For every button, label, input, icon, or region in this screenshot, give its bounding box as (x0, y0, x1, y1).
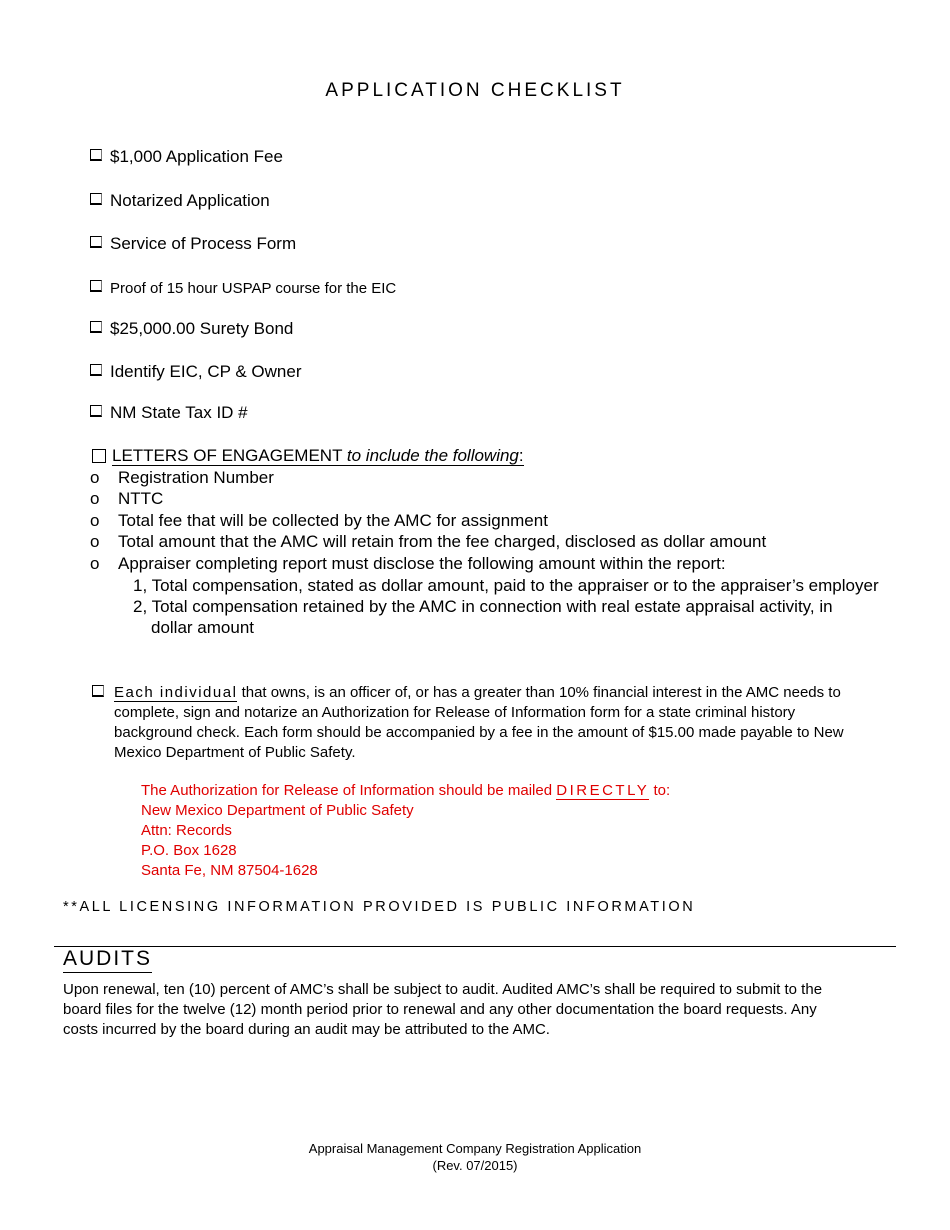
checkbox-icon[interactable] (92, 449, 106, 463)
sub-item-compensation-retained: 2, Total compensation retained by the AMC in connection with real estate appraisal activity, in (133, 597, 833, 616)
mailing-intro: The Authorization for Release of Information should be mailed (141, 782, 557, 799)
checklist-label: $25,000.00 Surety Bond (110, 319, 294, 338)
loe-heading-text: LETTERS OF ENGAGEMENT (112, 446, 347, 465)
checkbox-icon[interactable] (90, 280, 102, 292)
checklist-item-service-of-process (90, 234, 296, 254)
address-line: Attn: Records (141, 822, 232, 839)
checklist-item-application-fee (90, 147, 283, 167)
individual-line: that owns, is an officer of, or has a greater than 10% financial interest in the AMC needs to (237, 684, 841, 701)
checklist-item-surety-bond (90, 319, 293, 339)
individual-line: background check. Each form should be accompanied by a fee in the amount of $15.00 made payable to New (114, 724, 844, 741)
section-divider (54, 946, 896, 947)
bullet-text: Total fee that will be collected by the AMC for assignment (118, 511, 548, 530)
footer-revision: (Rev. 07/2015) (432, 1158, 518, 1173)
sub-item-compensation-paid: 1, Total compensation, stated as dollar amount, paid to the appraiser or to the appraiser’s employer (133, 576, 879, 595)
address-line: New Mexico Department of Public Safety (141, 802, 414, 819)
bullet-text: Appraiser completing report must disclose the following amount within the report: (118, 554, 726, 573)
list-item (90, 468, 274, 488)
checkbox-icon[interactable] (90, 149, 102, 161)
list-item (90, 489, 163, 509)
letters-of-engagement-heading (92, 446, 524, 466)
list-item (90, 554, 726, 574)
checklist-label: NM State Tax ID # (110, 403, 248, 422)
audits-heading: AUDITS (63, 946, 152, 973)
public-information-notice: **ALL LICENSING INFORMATION PROVIDED IS PUBLIC INFORMATION (63, 899, 696, 915)
bullet-marker: o (90, 511, 100, 530)
checklist-label: Identify EIC, CP & Owner (110, 362, 302, 381)
audits-paragraph (63, 980, 822, 1040)
loe-heading-italic: to include the following (346, 446, 519, 465)
checkbox-icon[interactable] (90, 321, 102, 333)
checklist-label: $1,000 Application Fee (110, 147, 283, 166)
audits-line: board files for the twelve (12) month period prior to renewal and any other documentation the board requests. Any (63, 1001, 817, 1018)
footer-title: Appraisal Management Company Registration Application (308, 1141, 642, 1156)
address-line: P.O. Box 1628 (141, 842, 237, 859)
sub-item-continuation: dollar amount (151, 618, 255, 637)
individual-line: complete, sign and notarize an Authorization for Release of Information form for a state criminal history (114, 704, 796, 721)
loe-heading-colon: : (518, 446, 524, 465)
page-title: APPLICATION CHECKLIST (325, 80, 625, 101)
bullet-marker: o (90, 554, 100, 573)
checklist-item-tax-id (90, 403, 248, 423)
checklist-label: Notarized Application (110, 191, 270, 210)
checklist-label: Proof of 15 hour USPAP course for the EIC (110, 280, 397, 297)
list-item (90, 532, 766, 552)
individual-paragraph (114, 683, 844, 763)
checklist-item-notarized-application (90, 191, 270, 211)
each-individual-emphasis: Each individual (114, 684, 238, 701)
checklist-label: Service of Process Form (110, 234, 297, 253)
bullet-marker: o (90, 489, 100, 508)
checklist-item-uspap-course (90, 280, 396, 297)
checkbox-icon[interactable] (90, 236, 102, 248)
individual-line: Mexico Department of Public Safety. (114, 744, 356, 761)
audits-line: Upon renewal, ten (10) percent of AMC’s shall be subject to audit. Audited AMC’s shall be required to submit to the (63, 981, 823, 998)
checkbox-icon[interactable] (90, 405, 102, 417)
checklist-item-identify-eic (90, 362, 301, 382)
bullet-text: Registration Number (118, 468, 274, 487)
bullet-marker: o (90, 532, 100, 551)
list-item (90, 511, 548, 531)
directly-emphasis: DIRECTLY (556, 782, 650, 799)
bullet-text: NTTC (118, 489, 164, 508)
mailing-block (141, 781, 670, 881)
checkbox-icon[interactable] (90, 193, 102, 205)
address-line: Santa Fe, NM 87504-1628 (141, 862, 318, 879)
bullet-marker: o (90, 468, 100, 487)
page-footer (0, 1140, 950, 1174)
checkbox-icon[interactable] (92, 682, 104, 700)
audits-line: costs incurred by the board during an audit may be attributed to the AMC. (63, 1021, 550, 1038)
checkbox-icon[interactable] (90, 364, 102, 376)
mailing-to: to: (649, 782, 671, 799)
bullet-text: Total amount that the AMC will retain from the fee charged, disclosed as dollar amount (118, 532, 767, 551)
